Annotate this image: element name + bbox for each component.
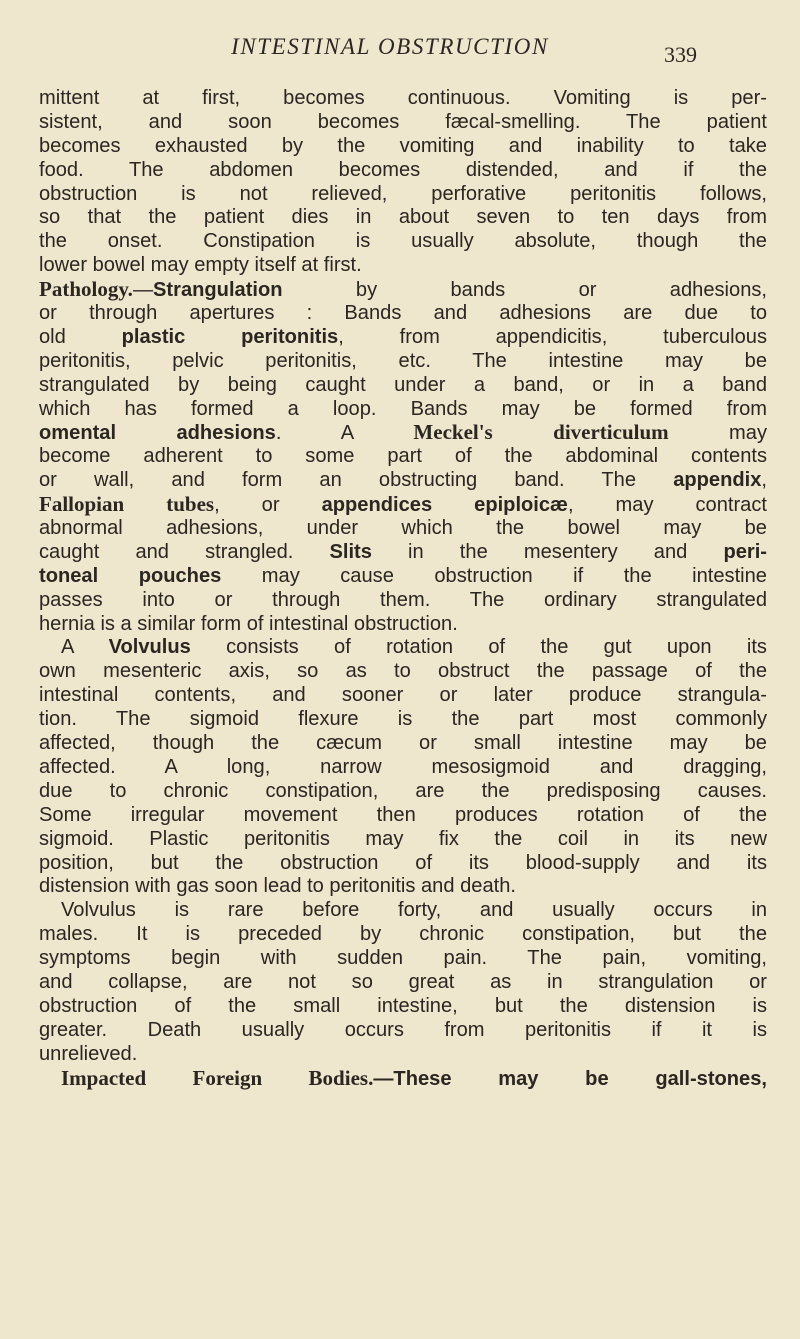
text-line: food. The abdomen becomes distended, and if the — [39, 158, 767, 181]
text-line: the onset. Constipation is usually absolute, though the — [39, 230, 767, 253]
text-line: affected. A long, narrow mesosigmoid and dragging, — [39, 755, 767, 778]
section-heading-impacted-foreign-bodies: Impacted Foreign Bodies. — [61, 1065, 374, 1090]
term-plastic: plastic — [121, 325, 186, 348]
text-line: mittent at first, becomes continuous. Vomiting is per- — [39, 87, 767, 109]
text-line: affected, though the cæcum or small intestine may be — [39, 732, 767, 755]
text-line: Volvulus is rare before forty, and usually occurs in — [61, 899, 767, 922]
text-line: or wall, and form an obstructing band. The appendix, — [39, 469, 767, 492]
text-line: omental adhesions. A Meckel's diverticulum may — [39, 420, 767, 445]
text-line: or through apertures : Bands and adhesions are due to — [39, 302, 767, 325]
text-line: obstruction of the small intestine, but the distension is — [39, 994, 767, 1017]
text-line: Fallopian tubes, or appendices epiploicæ, may contract — [39, 492, 767, 517]
text-line: strangulated by being caught under a band, or in a band — [39, 373, 767, 396]
term-adhesions: adhesions — [176, 422, 276, 445]
text-line: sistent, and soon becomes fæcal-smelling. The patient — [39, 110, 767, 133]
term-pouches: pouches — [138, 564, 222, 587]
text-line: toneal pouches may cause obstruction if the intestine — [39, 564, 767, 587]
text-line: become adherent to some part of the abdominal contents — [39, 445, 767, 468]
term-appendix: appendix — [673, 469, 762, 492]
text-line: greater. Death usually occurs from peritonitis if it is — [39, 1018, 767, 1041]
term-volvulus: Volvulus — [108, 636, 191, 659]
term-meckels: Meckel's — [413, 420, 493, 445]
term-strangulation: Strangulation — [153, 279, 283, 302]
term-omental: omental — [39, 422, 117, 445]
term-slits: Slits — [329, 540, 372, 563]
text-line: symptoms begin with sudden pain. The pain, vomiting, — [39, 947, 767, 970]
running-head: INTESTINAL OBSTRUCTION — [231, 34, 549, 59]
term-fallopian: Fallopian — [39, 492, 125, 517]
text-line: due to chronic constipation, are the predisposing causes. — [39, 779, 767, 802]
text-line: males. It is preceded by chronic constipation, but the — [39, 923, 767, 946]
text-line: Pathology.—Strangulation by bands or adhesions, — [39, 277, 767, 302]
text-line: tion. The sigmoid flexure is the part most commonly — [39, 708, 767, 731]
term-toneal: toneal — [39, 564, 99, 587]
text-line: own mesenteric axis, so as to obstruct the passage of the — [39, 660, 767, 683]
text-line: old plastic peritonitis, from appendicitis, tuberculous — [39, 325, 767, 348]
text-line: caught and strangled. Slits in the mesentery and peri- — [39, 540, 767, 563]
text-line: position, but the obstruction of its blood-supply and its — [39, 851, 767, 874]
section-heading-pathology: Pathology. — [39, 277, 133, 302]
term-peritonitis: peritonitis — [241, 325, 339, 348]
text-line: becomes exhausted by the vomiting and inability to take — [39, 134, 767, 157]
term-diverticulum: diverticulum — [553, 420, 669, 445]
text-line: hernia is a similar form of intestinal obstruction. — [39, 612, 458, 635]
text-line: sigmoid. Plastic peritonitis may fix the coil in its new — [39, 827, 767, 850]
text-line: abnormal adhesions, under which the bowel may be — [39, 517, 767, 540]
text-line: lower bowel may empty itself at first. — [39, 254, 362, 277]
term-tubes: tubes — [166, 492, 215, 517]
text-line: which has formed a loop. Bands may be formed from — [39, 397, 767, 420]
text-line: Some irregular movement then produces rotation of the — [39, 803, 767, 826]
text-line: Impacted Foreign Bodies.—These may be gall-stones, — [61, 1065, 767, 1090]
text-line: so that the patient dies in about seven to ten days from — [39, 206, 767, 229]
text-line: and collapse, are not so great as in strangulation or — [39, 970, 767, 993]
text-line: A Volvulus consists of rotation of the gut upon its — [61, 636, 767, 659]
text-line: obstruction is not relieved, perforative peritonitis follows, — [39, 182, 767, 205]
term-epiploicae: epiploicæ — [474, 494, 568, 517]
text-line: distension with gas soon lead to peritonitis and death. — [39, 875, 516, 898]
term-appendices: appendices — [321, 494, 433, 517]
text-line: unrelieved. — [39, 1042, 138, 1065]
text-line: intestinal contents, and sooner or later produce strangula- — [39, 684, 767, 707]
text-line: peritonitis, pelvic peritonitis, etc. The intestine may be — [39, 349, 767, 372]
text-line: passes into or through them. The ordinary strangulated — [39, 588, 767, 611]
body-text — [39, 87, 767, 1090]
term-peritoneal: peri- — [723, 540, 767, 563]
page-number: 339 — [664, 42, 697, 67]
